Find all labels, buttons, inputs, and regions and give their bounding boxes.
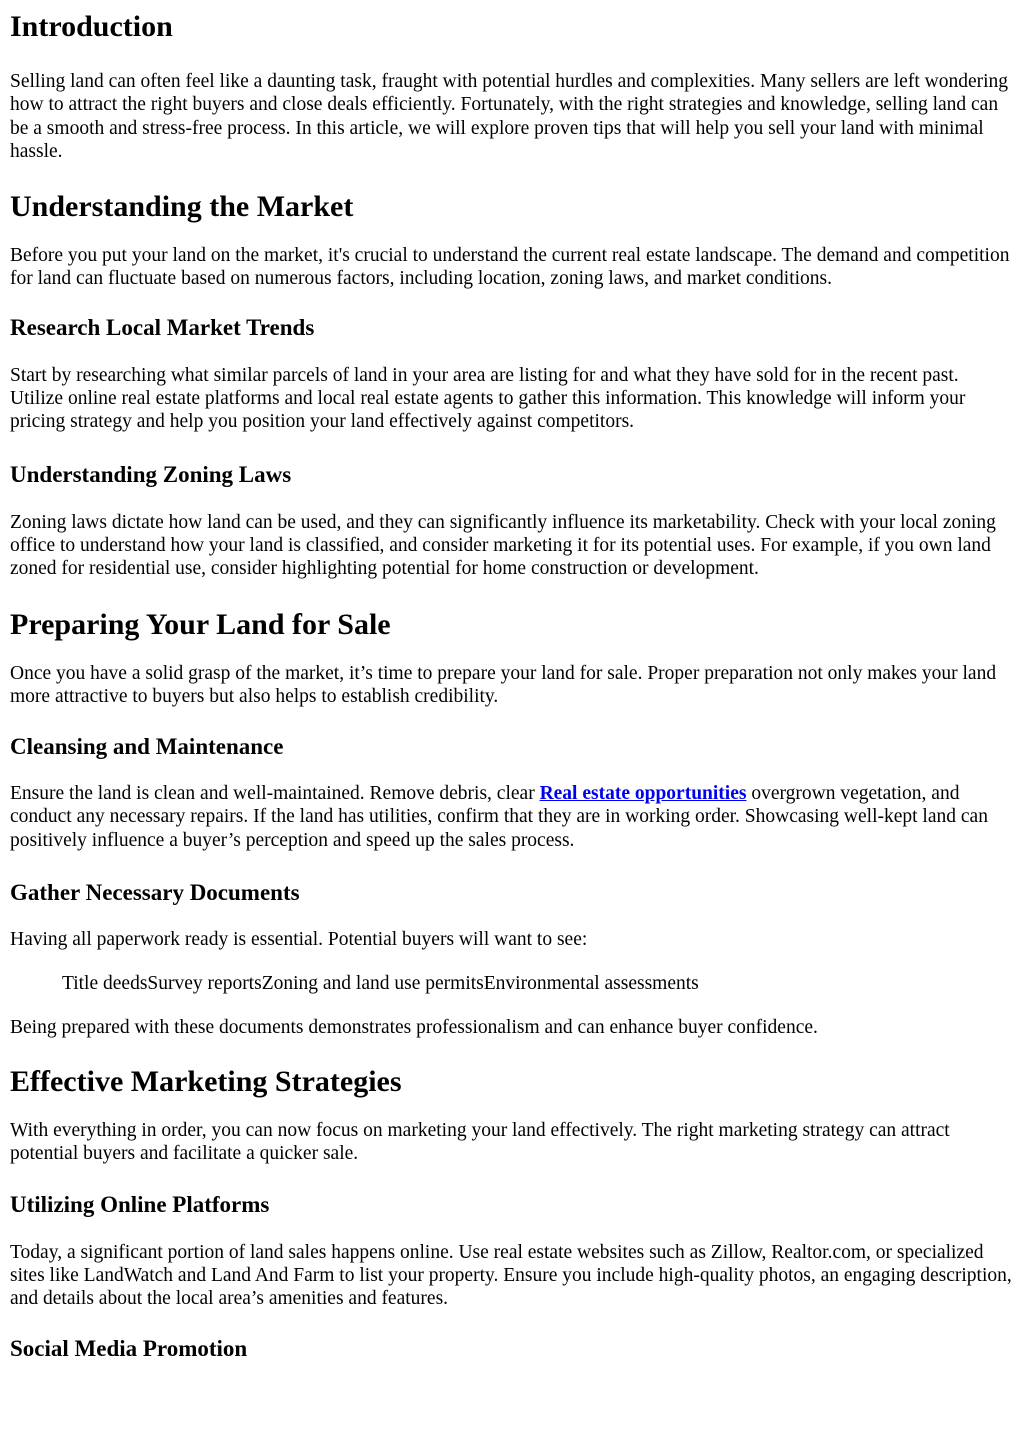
cleansing-heading: Cleansing and Maintenance [10, 734, 284, 760]
documents-intro: Having all paperwork ready is essential. Potential buyers will want to see: [10, 929, 588, 951]
documents-closing: Being prepared with these documents demonstrates professionalism and can enhance buyer confidence. [10, 1016, 818, 1038]
documents-heading: Gather Necessary Documents [10, 880, 300, 906]
research-paragraph: Start by researching what similar parcels of land in your area are listing for and what they have sold for in the recent past. Utilize online real estate platforms and local real estate agents to gather this information. This knowledge will inform your pricing strategy and help you position your land effectively against competitors. [10, 364, 966, 433]
marketing-paragraph: With everything in order, you can now focus on marketing your land effectively. The right marketing strategy can attract potential buyers and facilitate a quicker sale. [10, 1119, 950, 1165]
intro-heading: Introduction [10, 10, 173, 43]
marketing-heading: Effective Marketing Strategies [10, 1064, 402, 1098]
social-heading: Social Media Promotion [10, 1336, 248, 1362]
list-item: Environmental assessments [483, 973, 699, 995]
cleansing-text-after: overgrown vegetation, and conduct any necessary repairs. If the land has utilities, confirm that they are in working order. Showcasing well-kept land can positively influence a buyer’s perception and speed up the sales process. [10, 783, 988, 851]
preparing-heading: Preparing Your Land for Sale [10, 607, 391, 641]
cleansing-text-before: Ensure the land is clean and well-maintained. Remove debris, clear [10, 783, 540, 805]
market-heading: Understanding the Market [10, 190, 354, 224]
list-item: Title deeds [62, 973, 148, 995]
intro-paragraph: Selling land can often feel like a daunting task, fraught with potential hurdles and complexities. Many sellers are left wondering how to attract the right buyers and close deals efficiently. Fortunately, with the right strategies and knowledge, selling land can be a smooth and stress-free process. In this article, we will explore proven tips that will help you sell your land with minimal hassle. [10, 71, 1009, 162]
cleansing-paragraph [10, 782, 1014, 852]
research-heading: Research Local Market Trends [10, 314, 315, 340]
online-heading: Utilizing Online Platforms [10, 1191, 270, 1217]
market-paragraph: Before you put your land on the market, it's crucial to understand the current real estate landscape. The demand and competition for land can fluctuate based on numerous factors, including location, zoning laws, and market conditions. [10, 245, 1010, 290]
documents-list [10, 972, 1014, 995]
real-estate-opportunities-link[interactable]: Real estate opportunities [539, 783, 747, 805]
list-item: Zoning and land use permits [261, 973, 484, 995]
online-paragraph: Today, a significant portion of land sales happens online. Use real estate websites such as Zillow, Realtor.com, or specialized sites like LandWatch and Land And Farm to list your property. Ensure you include high-quality photos, an engaging description, and details about the local area’s amenities and features. [10, 1241, 1012, 1310]
zoning-heading: Understanding Zoning Laws [10, 461, 292, 487]
zoning-paragraph: Zoning laws dictate how land can be used, and they can significantly influence its marketability. Check with your local zoning office to understand how your land is classified, and consider marketing it for its potential uses. For example, if you own land zoned for residential use, consider highlighting potential for home construction or development. [10, 511, 996, 580]
preparing-paragraph: Once you have a solid grasp of the market, it’s time to prepare your land for sale. Proper preparation not only makes your land more attractive to buyers but also helps to establish credibility. [10, 662, 997, 707]
list-item: Survey reports [147, 973, 262, 995]
